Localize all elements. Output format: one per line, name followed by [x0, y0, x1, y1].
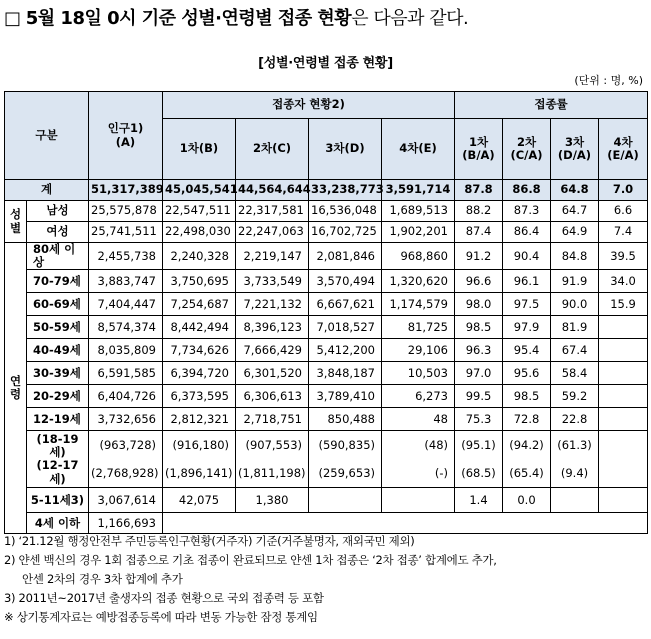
cell: 2,718,751 [236, 408, 309, 431]
cell: 95.4 [503, 339, 551, 362]
row-label: 50-59세 [27, 316, 89, 339]
cell: 95.6 [503, 362, 551, 385]
cell: 87.8 [455, 180, 503, 201]
cell: 8,574,374 [89, 316, 163, 339]
cell: 3,733,549 [236, 270, 309, 293]
table-row [5, 243, 648, 270]
cell: (68.5) [455, 459, 503, 488]
cell [309, 488, 382, 513]
cell: 87.3 [503, 201, 551, 222]
cell [599, 362, 648, 385]
cell: 91.9 [551, 270, 599, 293]
header-population: 인구1) (A) [89, 92, 163, 180]
total-row [5, 180, 648, 201]
header-rate4: 4차 (E/A) [599, 119, 648, 180]
cell: 98.5 [455, 316, 503, 339]
cell: 7.0 [599, 180, 648, 201]
row-label: 5-11세3) [27, 488, 89, 513]
cell: 6,394,720 [163, 362, 236, 385]
cell: 0.0 [503, 488, 551, 513]
cell: 98.5 [503, 385, 551, 408]
cell: 7,734,626 [163, 339, 236, 362]
header-dose1: 1차(B) [163, 119, 236, 180]
cell: 6,306,613 [236, 385, 309, 408]
cell: 10,503 [382, 362, 455, 385]
cell: 968,860 [382, 243, 455, 270]
unit-note: (단위 : 명, %) [574, 74, 643, 87]
table-title: [성별·연령별 접종 현황] [258, 56, 393, 71]
cell: 5,412,200 [309, 339, 382, 362]
cell: 59.2 [551, 385, 599, 408]
table-row [5, 408, 648, 431]
cell: 44,564,644 [236, 180, 309, 201]
age-rows [5, 243, 648, 534]
cell: 22,547,511 [163, 201, 236, 222]
cell: 1,174,579 [382, 293, 455, 316]
cell: 850,488 [309, 408, 382, 431]
table-row [5, 293, 648, 316]
cell: 64.8 [551, 180, 599, 201]
cell: 91.2 [455, 243, 503, 270]
total-label: 계 [5, 180, 89, 201]
cell: 3,570,494 [309, 270, 382, 293]
footnote: 3) 2011년~2017년 출생자의 접종 현황으로 국외 접종력 등 포함 [4, 591, 324, 605]
cell: 67.4 [551, 339, 599, 362]
cell: (65.4) [503, 459, 551, 488]
cell: 7,666,429 [236, 339, 309, 362]
cell: 6,591,585 [89, 362, 163, 385]
cell: 58.4 [551, 362, 599, 385]
cell: 15.9 [599, 293, 648, 316]
cell: 25,575,878 [89, 201, 163, 222]
cell: 3,591,714 [382, 180, 455, 201]
cell: (48) [382, 431, 455, 460]
header-dose4: 4차(E) [382, 119, 455, 180]
cell [599, 385, 648, 408]
cell: 7.4 [599, 222, 648, 243]
cell: 1,689,513 [382, 201, 455, 222]
row-label: (18-19 세) (12-17 세) [27, 431, 89, 488]
cell: 7,221,132 [236, 293, 309, 316]
cell: 22,247,063 [236, 222, 309, 243]
cell: 51,317,389 [89, 180, 163, 201]
table-row [5, 362, 648, 385]
row-label: 남성 [27, 201, 89, 222]
cell: 87.4 [455, 222, 503, 243]
cell: 6.6 [599, 201, 648, 222]
cell: (1,896,141) [163, 459, 236, 488]
cell: 7,254,687 [163, 293, 236, 316]
cell: 34.0 [599, 270, 648, 293]
table-row [5, 270, 648, 293]
footnote: 2) 얀센 백신의 경우 1회 접종으로 기초 접종이 완료되므로 얀센 1차 접종은 ‘2차 접종’ 합계에도 추가, [4, 553, 497, 567]
header-rate3: 3차 (D/A) [551, 119, 599, 180]
gender-label: 성 별 [5, 201, 27, 243]
table-row [5, 316, 648, 339]
row-label: 20-29세 [27, 385, 89, 408]
cell: 90.0 [551, 293, 599, 316]
cell: 6,373,595 [163, 385, 236, 408]
cell: 96.1 [503, 270, 551, 293]
cell: 25,741,511 [89, 222, 163, 243]
cell: (94.2) [503, 431, 551, 460]
cell: (907,553) [236, 431, 309, 460]
cell: 2,240,328 [163, 243, 236, 270]
cell: 8,442,494 [163, 316, 236, 339]
header-dose3: 3차(D) [309, 119, 382, 180]
cell: 3,883,747 [89, 270, 163, 293]
table-row [5, 222, 648, 243]
cell: (1,811,198) [236, 459, 309, 488]
cell: 64.9 [551, 222, 599, 243]
cell: (916,180) [163, 431, 236, 460]
cell: 7,404,447 [89, 293, 163, 316]
cell: 1,902,201 [382, 222, 455, 243]
footnote: 1) ‘21.12월 행정안전부 주민등록인구현황(거주자) 기준(거주불명자, 재외국민 제외) [4, 534, 415, 548]
cell: (590,835) [309, 431, 382, 460]
cell: (259,653) [309, 459, 382, 488]
table-row [5, 431, 648, 460]
cell: 1,166,693 [89, 513, 163, 534]
row-label: 12-19세 [27, 408, 89, 431]
cell: 22,498,030 [163, 222, 236, 243]
cell [599, 408, 648, 431]
cell: 72.8 [503, 408, 551, 431]
cell [551, 488, 599, 513]
cell: 6,667,621 [309, 293, 382, 316]
footnote: ※ 상기통계자료는 예방접종등록에 따라 변동 가능한 잠정 통계임 [4, 610, 318, 624]
cell: 6,301,520 [236, 362, 309, 385]
footnotes [4, 532, 647, 627]
age-label: 연 령 [5, 243, 27, 534]
table-row [5, 385, 648, 408]
cell: 86.4 [503, 222, 551, 243]
cell: 8,035,809 [89, 339, 163, 362]
cell: 97.9 [503, 316, 551, 339]
cell: (9.4) [551, 459, 599, 488]
footnote: 안센 2차의 경우 3차 합계에 추가 [22, 572, 183, 586]
cell: 2,455,738 [89, 243, 163, 270]
cell: 16,536,048 [309, 201, 382, 222]
header-row-1 [5, 92, 648, 119]
cell: 97.0 [455, 362, 503, 385]
cell: (95.1) [455, 431, 503, 460]
table-row [5, 201, 648, 222]
cell: 48 [382, 408, 455, 431]
cell [382, 488, 455, 513]
cell: 86.8 [503, 180, 551, 201]
cell: 2,081,846 [309, 243, 382, 270]
cell: 75.3 [455, 408, 503, 431]
cell: 1,380 [236, 488, 309, 513]
cell: 29,106 [382, 339, 455, 362]
cell: 3,732,656 [89, 408, 163, 431]
page-heading: □ 5월 18일 0시 기준 성별·연령별 접종 현황은 다음과 같다. [4, 8, 469, 29]
cell: 3,848,187 [309, 362, 382, 385]
cell: 6,404,726 [89, 385, 163, 408]
table-row [5, 513, 648, 534]
cell [599, 459, 648, 488]
cell: 84.8 [551, 243, 599, 270]
row-label: 80세 이상 [27, 243, 89, 270]
table-row [5, 459, 648, 488]
cell: 22.8 [551, 408, 599, 431]
empty-cell [163, 513, 648, 534]
cell: 99.5 [455, 385, 503, 408]
cell: 1.4 [455, 488, 503, 513]
cell: (61.3) [551, 431, 599, 460]
cell: 96.3 [455, 339, 503, 362]
cell: 97.5 [503, 293, 551, 316]
header-dose2: 2차(C) [236, 119, 309, 180]
vaccination-table [4, 91, 648, 534]
row-label: 4세 이하 [27, 513, 89, 534]
cell: 6,273 [382, 385, 455, 408]
cell: 1,320,620 [382, 270, 455, 293]
cell: 64.7 [551, 201, 599, 222]
cell: 16,702,725 [309, 222, 382, 243]
cell: 22,317,581 [236, 201, 309, 222]
cell: 2,812,321 [163, 408, 236, 431]
header-rate1: 1차 (B/A) [455, 119, 503, 180]
cell [599, 316, 648, 339]
header-vaccinated-group: 접종자 현황2) [163, 92, 455, 119]
cell: 3,789,410 [309, 385, 382, 408]
cell: 98.0 [455, 293, 503, 316]
table-row [5, 488, 648, 513]
cell: 2,219,147 [236, 243, 309, 270]
row-label: 60-69세 [27, 293, 89, 316]
cell: 7,018,527 [309, 316, 382, 339]
row-label: 여성 [27, 222, 89, 243]
cell: 81,725 [382, 316, 455, 339]
cell: (963,728) [89, 431, 163, 460]
cell: 90.4 [503, 243, 551, 270]
header-rate2: 2차 (C/A) [503, 119, 551, 180]
row-label: 30-39세 [27, 362, 89, 385]
cell: 33,238,773 [309, 180, 382, 201]
cell [599, 431, 648, 460]
row-label: 40-49세 [27, 339, 89, 362]
header-rate-group: 접종률 [455, 92, 648, 119]
header-category: 구분 [5, 92, 89, 180]
cell: 42,075 [163, 488, 236, 513]
cell: (2,768,928) [89, 459, 163, 488]
cell: 96.6 [455, 270, 503, 293]
cell: 39.5 [599, 243, 648, 270]
cell: (-) [382, 459, 455, 488]
cell: 45,045,541 [163, 180, 236, 201]
cell [599, 339, 648, 362]
cell: 8,396,123 [236, 316, 309, 339]
cell: 3,067,614 [89, 488, 163, 513]
cell [599, 488, 648, 513]
table-row [5, 339, 648, 362]
cell: 81.9 [551, 316, 599, 339]
row-label: 70-79세 [27, 270, 89, 293]
cell: 88.2 [455, 201, 503, 222]
cell: 3,750,695 [163, 270, 236, 293]
